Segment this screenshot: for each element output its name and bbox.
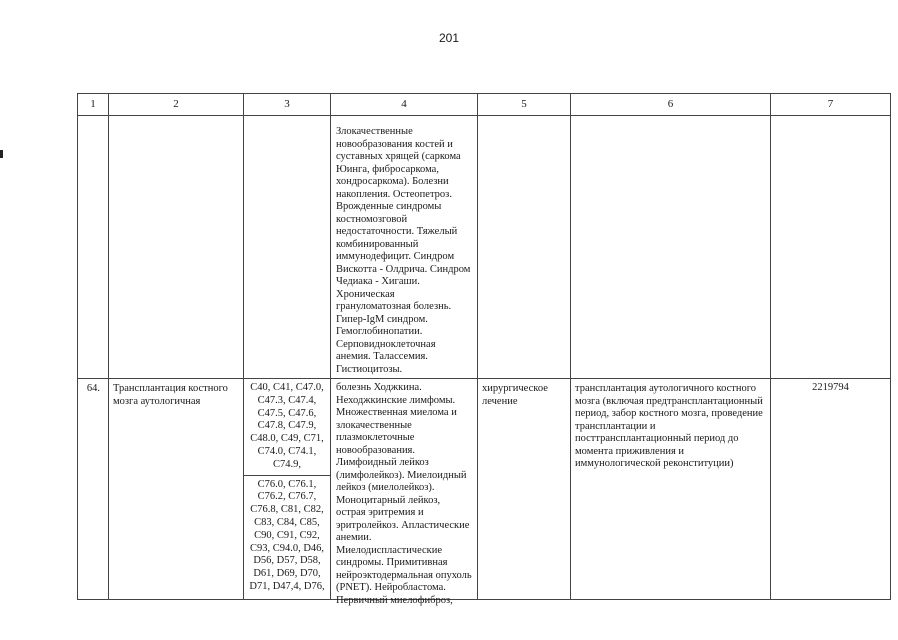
- method-cell: [571, 379, 771, 600]
- row-number: 64.: [86, 383, 100, 394]
- column-header: 2: [109, 94, 244, 116]
- icd-codes-a: C40, C41, C47.0, C47.3, C47.4, C47.5, C47.6, C47.8, C47.9, C48.0, C49, C71, C74.0, C74.1, C74.9,: [250, 382, 324, 470]
- continuation-diagnoses-cell: [331, 116, 478, 379]
- empty-cell: [478, 116, 571, 379]
- icd-codes-cell-a: [244, 379, 331, 476]
- column-header: 6: [571, 94, 771, 116]
- continuation-diagnoses-text: Злокачественные новообразования костей и суставных хрящей (саркома Юинга, фибросаркома, хондросаркома). Болезни накопления. Остеопетроз. Врожденные синдромы костномозговой недостаточности. Тяжелый комбинированный иммунодефицит. Синдром Вискотта - Олдрича. Синдром Чедиака - Хигаши. Хроническая грануломатозная болезнь. Гипер-IgM синдром. Гемоглобинопатии. Серповидноклеточная анемия. Талассемия. Гистиоцитозы.: [336, 126, 471, 375]
- empty-cell: [78, 116, 109, 379]
- procedure-name: Трансплантация костного мозга аутологичная: [113, 383, 228, 407]
- empty-cell: [109, 116, 244, 379]
- column-header: 1: [78, 94, 109, 116]
- empty-cell: [571, 116, 771, 379]
- column-header: 7: [771, 94, 891, 116]
- treatment-type: хирургическое лечение: [482, 383, 548, 407]
- scan-margin-mark: [0, 150, 3, 158]
- cost-value: 2219794: [812, 382, 849, 393]
- diagnoses-text: болезнь Ходжкина. Неходжкинские лимфомы. Множественная миелома и злокачественные плазмоклеточные новообразования. Лимфоидный лейкоз (лимфолейкоз). Миелоидный лейкоз (миелолейкоз). Моноцитарный лейкоз, острая эритремия и эритролейкоз. Апластические анемии. Миелодиспластические синдромы. Примитивная нейроэктодермальная опухоль (PNET). Нейробластома. Первичный миелофиброз,: [336, 382, 472, 606]
- column-header: 4: [331, 94, 478, 116]
- row-number-cell: [78, 379, 109, 600]
- diagnoses-cell: [331, 379, 478, 606]
- icd-codes-b: C76.0, C76.1, C76.2, C76.7, C76.8, C81, C82, C83, C84, C85, C90, C91, C92, C93, C94.0, D46, D56, D57, D58, D61, D69, D70, D71, D47,4, D76,: [249, 478, 325, 592]
- page-number: 201: [438, 31, 460, 45]
- treatment-method: трансплантация аутологичного костного мозга (включая предтрансплантационный период, забор костного мозга, проведение трансплантации и посттрансплантационный период до момента приживления и иммунологической реконституции): [575, 383, 763, 469]
- table-row-64: [78, 379, 891, 476]
- cost-cell: [771, 379, 891, 600]
- empty-cell: [244, 116, 331, 379]
- procedure-name-cell: [109, 379, 244, 600]
- column-header: 3: [244, 94, 331, 116]
- empty-cell: [771, 116, 891, 379]
- table-header-row: [78, 94, 891, 116]
- continuation-row: [78, 116, 891, 379]
- treatment-type-cell: [478, 379, 571, 600]
- column-header: 5: [478, 94, 571, 116]
- icd-codes-cell-b: [244, 475, 331, 599]
- medical-care-table: [77, 93, 891, 606]
